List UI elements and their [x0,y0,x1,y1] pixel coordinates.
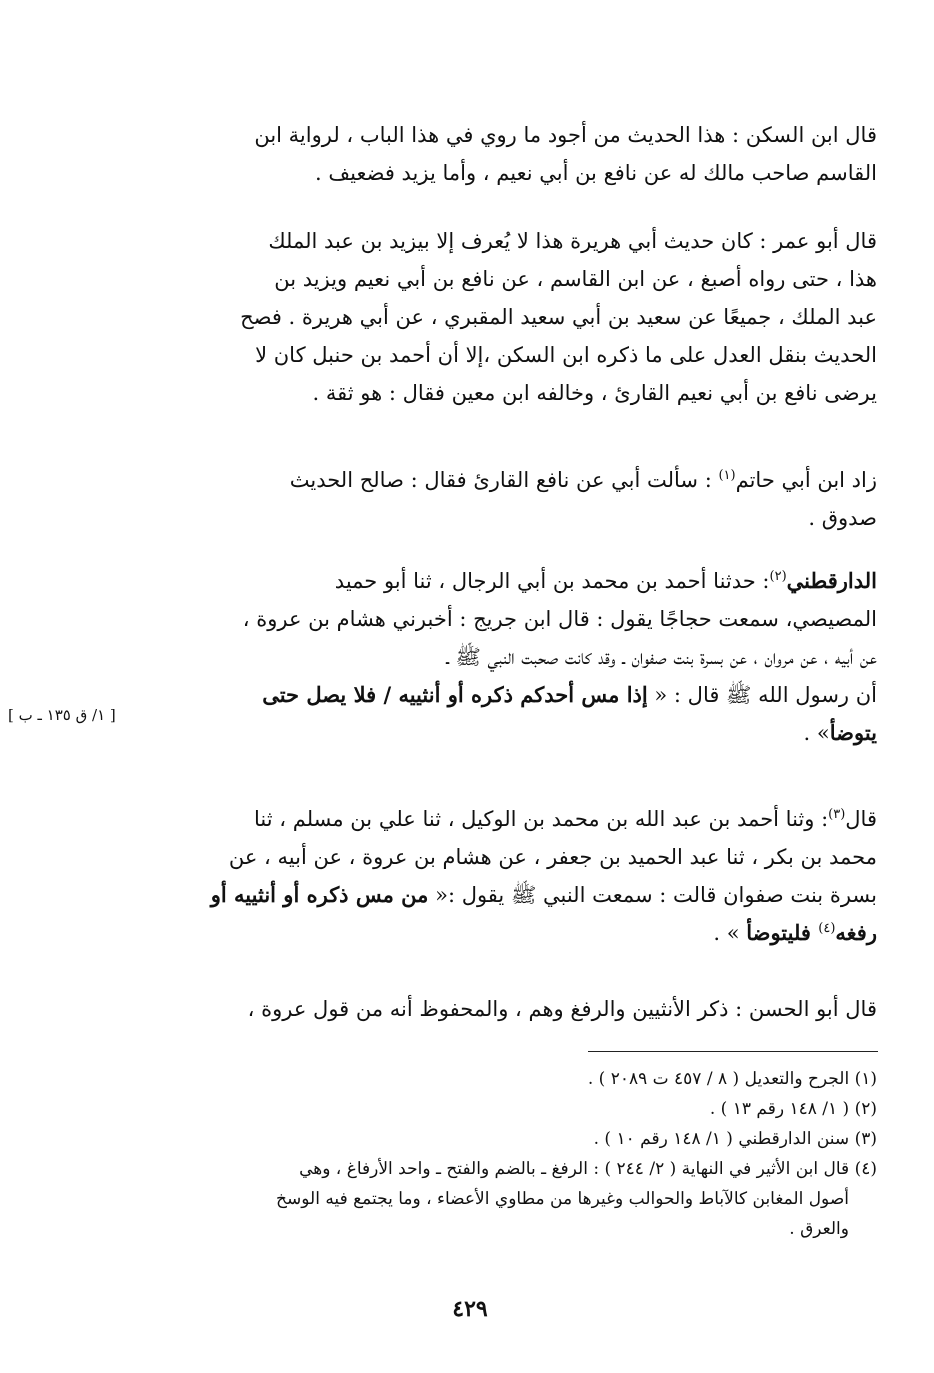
page-number: ٤٢٩ [452,1296,488,1322]
text-line: الحديث بنقل العدل على ما ذكره ابن السكن ،إلا أن أحمد بن حنبل كان لا [255,343,877,367]
footnote: (٣) سنن الدارقطني ( ١/ ١٤٨ رقم ١٠ ) . [593,1129,877,1149]
footnote-ref: (٤) [818,921,836,936]
text-line: قال أبو عمر : كان حديث أبي هريرة هذا لا يُعرف إلا بيزيد بن عبد الملك [268,229,877,253]
footnote-ref: (١) [718,468,736,483]
text-run: أن رسول الله ﷺ قال : « [647,683,877,707]
paragraph-ibn-abi-hatim [142,461,877,537]
footnotes [142,1064,877,1244]
footnote-ref: (٣) [828,807,846,822]
text-run-bold: الدارقطني [786,568,877,593]
hadith-text: إذا مس أحدكم ذكره أو أنثييه / فلا يصل حتى [262,682,648,707]
text-line: يرضى نافع بن أبي نعيم القارئ ، وخالفه ابن معين فقال : هو ثقة . [312,381,877,405]
text-run: بسرة بنت صفوان قالت : سمعت النبي ﷺ يقول :« [428,883,877,907]
text-run: زاد ابن أبي حاتم [735,468,877,492]
text-line [142,876,877,914]
text-line [142,800,877,838]
hadith-text: فليتوضأ [746,920,819,945]
text-run: قال [845,807,877,831]
text-line: قال ابن السكن : هذا الحديث من أجود ما روي في هذا الباب ، لرواية ابن [254,123,877,147]
text-run: : سألت أبي عن نافع القارئ فقال : صالح الحديث [289,468,719,492]
text-line: عن أبيه ، عن مروان ، عن بسرة بنت صفوان ـ وقد كانت صحبت النبي ﷺ ـ [446,645,877,669]
footnote-separator [588,1051,878,1052]
hadith-text: من مس ذكره أو أنثييه أو [210,882,429,907]
footnote: (٢) ( ١/ ١٤٨ رقم ١٣ ) . [709,1099,877,1119]
text-line: القاسم صاحب مالك له عن نافع بن أبي نعيم ، وأما يزيد فضعيف . [315,161,877,185]
text-run: » . [803,721,830,745]
text-line: المصيصي، سمعت حجاجًا يقول : قال ابن جريج : أخبرني هشام بن عروة ، [242,607,877,631]
paragraph-abu-al-hasan [142,990,877,1028]
footnote-continuation: والعرق . [789,1219,849,1239]
paragraph-ibn-al-sakan [142,116,877,192]
footnote-continuation: أصول المغابن كالآباط والحوالب وغيرها من مطاوي الأعضاء ، وما يجتمع فيه الوسخ [276,1189,849,1209]
paragraph-daraqutni-2 [142,800,877,952]
text-line: قال أبو الحسن : ذكر الأنثيين والرفغ وهم ، والمحفوظ أنه من قول عروة ، [247,997,877,1021]
text-line [142,461,877,499]
text-run: : حدثنا أحمد بن محمد بن أبي الرجال ، ثنا أبو حميد [334,569,770,593]
hadith-text: يتوضأ [829,720,877,745]
text-line [142,676,877,714]
text-run: : وثنا أحمد بن عبد الله بن محمد بن الوكيل ، ثنا علي بن مسلم ، ثنا [254,807,829,831]
text-line: عبد الملك ، جميعًا عن سعيد بن أبي سعيد المقبري ، عن أبي هريرة . فصح [240,305,877,329]
text-run: » . [713,921,747,945]
text-line: صدوق . [808,506,877,530]
paragraph-daraqutni-1 [142,562,877,752]
paragraph-abu-umar [142,222,877,412]
text-line [142,714,877,752]
text-line [142,914,877,952]
footnote-ref: (٢) [769,569,787,584]
text-run-bold: رفغه [835,920,877,945]
text-line: هذا ، حتى رواه أصبغ ، عن ابن القاسم ، عن نافع بن أبي نعيم ويزيد بن [274,267,877,291]
footnote: (١) الجرح والتعديل ( ٨ / ٤٥٧ ت ٢٠٨٩ ) . [587,1069,877,1089]
text-line [142,562,877,600]
footnote: (٤) قال ابن الأثير في النهاية ( ٢/ ٢٤٤ ) : الرفغ ـ بالضم والفتح ـ واحد الأرفاغ ، وهي [299,1159,877,1179]
manuscript-folio-marker: [ ١/ ق ١٣٥ ـ ب ] [8,706,116,724]
text-line: محمد بن بكر ، ثنا عبد الحميد بن جعفر ، عن هشام بن عروة ، عن أبيه ، عن [228,845,877,869]
